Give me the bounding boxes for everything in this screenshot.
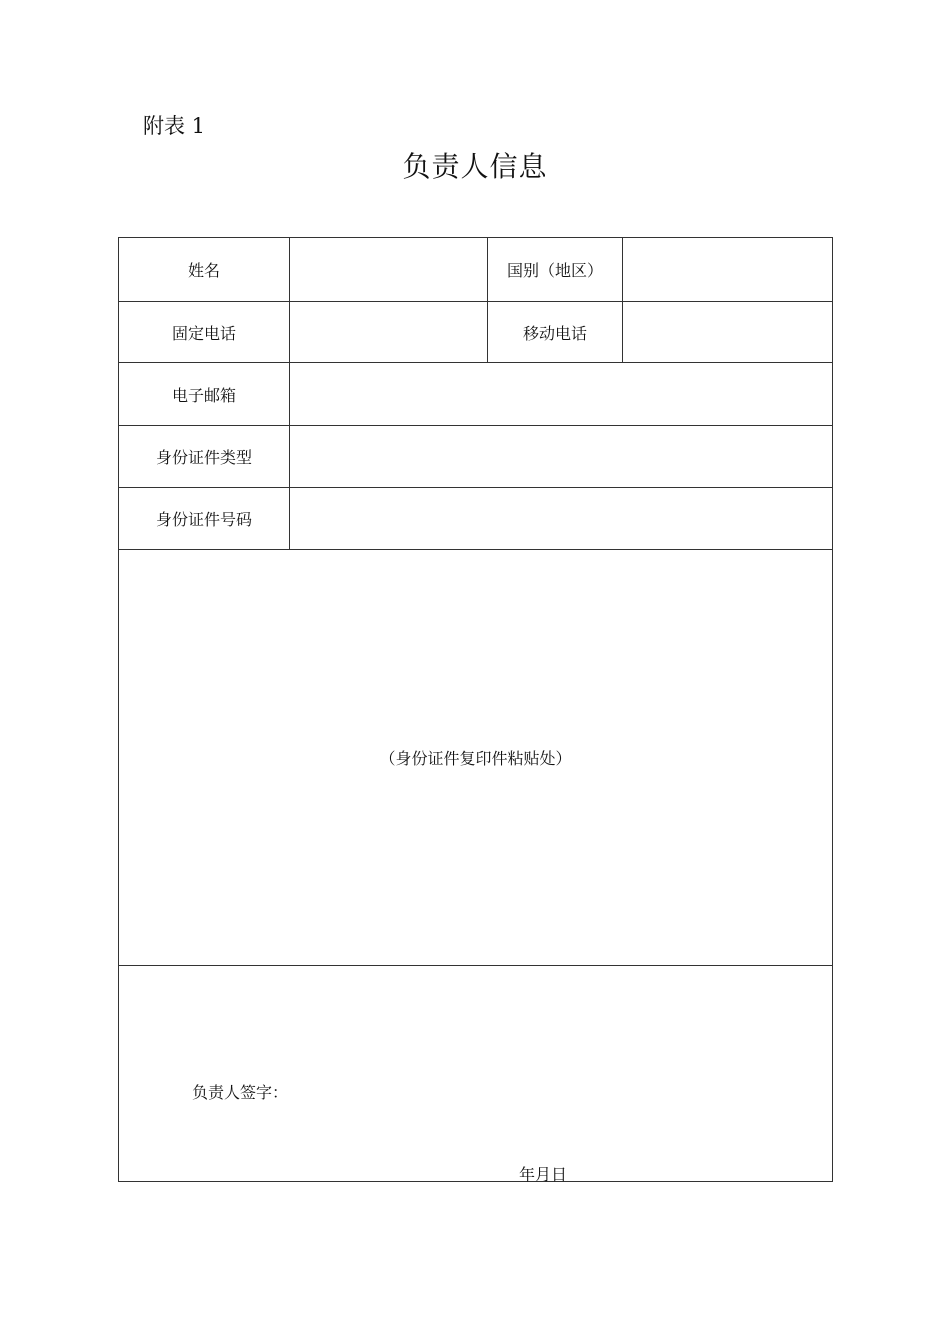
id-type-field[interactable] bbox=[290, 426, 833, 488]
mobile-field[interactable] bbox=[623, 302, 833, 363]
row-name-nationality bbox=[119, 238, 833, 302]
page-title: 负责人信息 bbox=[402, 150, 548, 183]
id-type-label: 身份证件类型 bbox=[119, 426, 290, 488]
email-label: 电子邮箱 bbox=[119, 363, 290, 426]
name-field[interactable] bbox=[290, 238, 488, 302]
row-signature bbox=[119, 966, 833, 1182]
nationality-field[interactable] bbox=[623, 238, 833, 302]
row-phones bbox=[119, 302, 833, 363]
id-copy-placeholder: （身份证件复印件粘贴处） bbox=[379, 749, 572, 768]
signature-block bbox=[119, 966, 832, 1184]
id-number-label: 身份证件号码 bbox=[119, 488, 290, 550]
row-email bbox=[119, 363, 833, 426]
row-id-copy bbox=[119, 550, 833, 966]
signature-area[interactable] bbox=[119, 966, 833, 1182]
row-id-number bbox=[119, 488, 833, 550]
signature-label: 负责人签字： bbox=[192, 1083, 289, 1102]
row-id-type bbox=[119, 426, 833, 488]
landline-label: 固定电话 bbox=[119, 302, 290, 363]
nationality-label: 国别（地区） bbox=[488, 238, 623, 302]
email-field[interactable] bbox=[290, 363, 833, 426]
name-label: 姓名 bbox=[119, 238, 290, 302]
mobile-label: 移动电话 bbox=[488, 302, 623, 363]
id-copy-area[interactable] bbox=[119, 550, 833, 966]
responsible-person-form bbox=[118, 237, 833, 1182]
signature-date-label: 年月日 bbox=[519, 1165, 568, 1184]
landline-field[interactable] bbox=[290, 302, 488, 363]
attachment-label: 附表 1 bbox=[143, 114, 206, 138]
id-number-field[interactable] bbox=[290, 488, 833, 550]
